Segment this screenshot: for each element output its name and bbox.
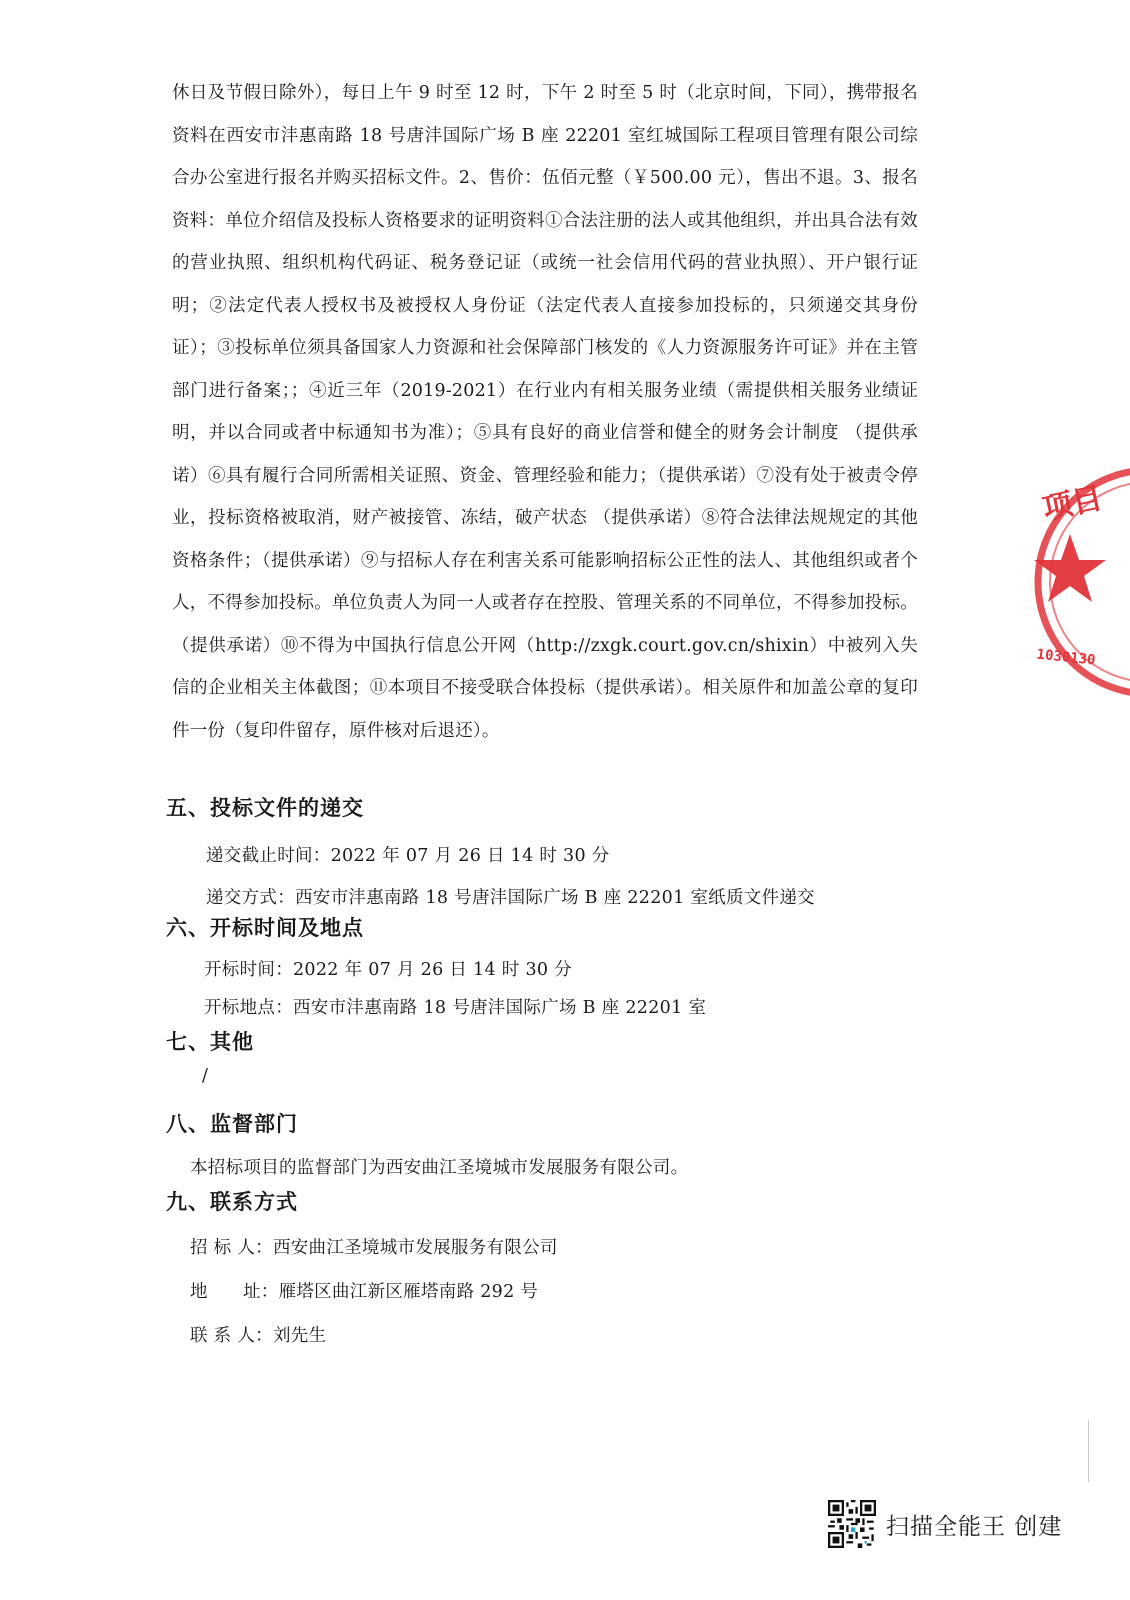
tenderer-label: 招 标 人： xyxy=(190,1238,273,1258)
scanner-brand-text: 扫描全能王 创建 xyxy=(886,1513,1063,1540)
contact-address-line xyxy=(190,1278,538,1303)
section5-heading: 五、投标文件的递交 xyxy=(166,796,364,820)
deadline-value: 2022 年 07 月 26 日 14 时 30 分 xyxy=(330,846,610,866)
scan-edge-mark xyxy=(1088,1420,1092,1482)
method-value: 西安市沣惠南路 18 号唐沣国际广场 B 座 22201 室纸质文件递交 xyxy=(295,888,815,908)
svg-text:项目: 项目 xyxy=(1039,480,1106,528)
address-value: 雁塔区曲江新区雁塔南路 292 号 xyxy=(278,1282,539,1302)
section8-content: 本招标项目的监督部门为西安曲江圣境城市发展服务有限公司。 xyxy=(190,1158,689,1178)
contact-tenderer-line xyxy=(190,1234,558,1259)
open-time-label: 开标时间： xyxy=(204,960,293,980)
open-place-value: 西安市沣惠南路 18 号唐沣国际广场 B 座 22201 室 xyxy=(293,998,707,1018)
contact-value: 刘先生 xyxy=(272,1326,327,1346)
method-label: 递交方式： xyxy=(206,888,295,908)
address-label: 地 址： xyxy=(190,1282,279,1302)
section9-heading: 九、联系方式 xyxy=(166,1190,298,1214)
qr-code-icon xyxy=(828,1500,876,1548)
contact-label: 联 系 人： xyxy=(190,1326,273,1346)
section7-content: / xyxy=(202,1066,209,1086)
scanner-watermark xyxy=(828,1500,1062,1548)
section7-heading: 七、其他 xyxy=(166,1030,254,1054)
section6-place-line xyxy=(204,994,706,1019)
section5-method-line xyxy=(206,884,815,909)
body-paragraph: 休日及节假日除外），每日上午 9 时至 12 时，下午 2 时至 5 时（北京时间，下同），携带报名资料在西安市沣惠南路 18 号唐沣国际广场 B 座 22201 室红城国际工程项目管理有限公司综合办公室进行报名并购买招标文件。2、售价：伍佰元整（￥500.00 元），售出不退。3、报名资料：单位介绍信及投标人资格要求的证明资料①合法注册的法人或其他组织，并出具合法有效的营业执照、组织机构代码证、税务登记证（或统一社会信用代码的营业执照）、开户银行证明；②法定代表人授权书及被授权人身份证（法定代表人直接参加投标的，只须递交其身份证）；③投标单位须具备国家人力资源和社会保障部门核发的《人力资源服务许可证》并在主管部门进行备案；；④近三年（2019-2021）在行业内有相关服务业绩（需提供相关服务业绩证明，并以合同或者中标通知书为准）；⑤具有良好的商业信誉和健全的财务会计制度 （提供承诺）⑥具有履行合同所需相关证照、资金、管理经验和能力；（提供承诺）⑦没有处于被责令停业，投标资格被取消，财产被接管、冻结，破产状态 （提供承诺）⑧符合法律法规规定的其他资格条件；（提供承诺）⑨与招标人存在利害关系可能影响招标公正性的法人、其他组织或者个人，不得参加投标。单位负责人为同一人或者存在控股、管理关系的不同单位，不得参加投标。（提供承诺）⑩不得为中国执行信息公开网（http://zxgk.court.gov.cn/shixin）中被列入失信的企业相关主体截图；⑪本项目不接受联合体投标（提供承诺）。相关原件和加盖公章的复印件一份（复印件留存，原件核对后退还）。 xyxy=(172,83,918,741)
section8-heading: 八、监督部门 xyxy=(166,1112,298,1136)
tenderer-value: 西安曲江圣境城市发展服务有限公司 xyxy=(272,1238,558,1258)
open-place-label: 开标地点： xyxy=(204,998,293,1018)
company-seal-icon xyxy=(1030,462,1130,702)
contact-person-line xyxy=(190,1322,326,1347)
deadline-label: 递交截止时间： xyxy=(206,846,331,866)
svg-text:1030130: 1030130 xyxy=(1035,646,1097,669)
section5-deadline-line xyxy=(206,842,610,867)
open-time-value: 2022 年 07 月 26 日 14 时 30 分 xyxy=(293,960,572,980)
section6-heading: 六、开标时间及地点 xyxy=(166,916,364,940)
section6-time-line xyxy=(204,956,572,981)
